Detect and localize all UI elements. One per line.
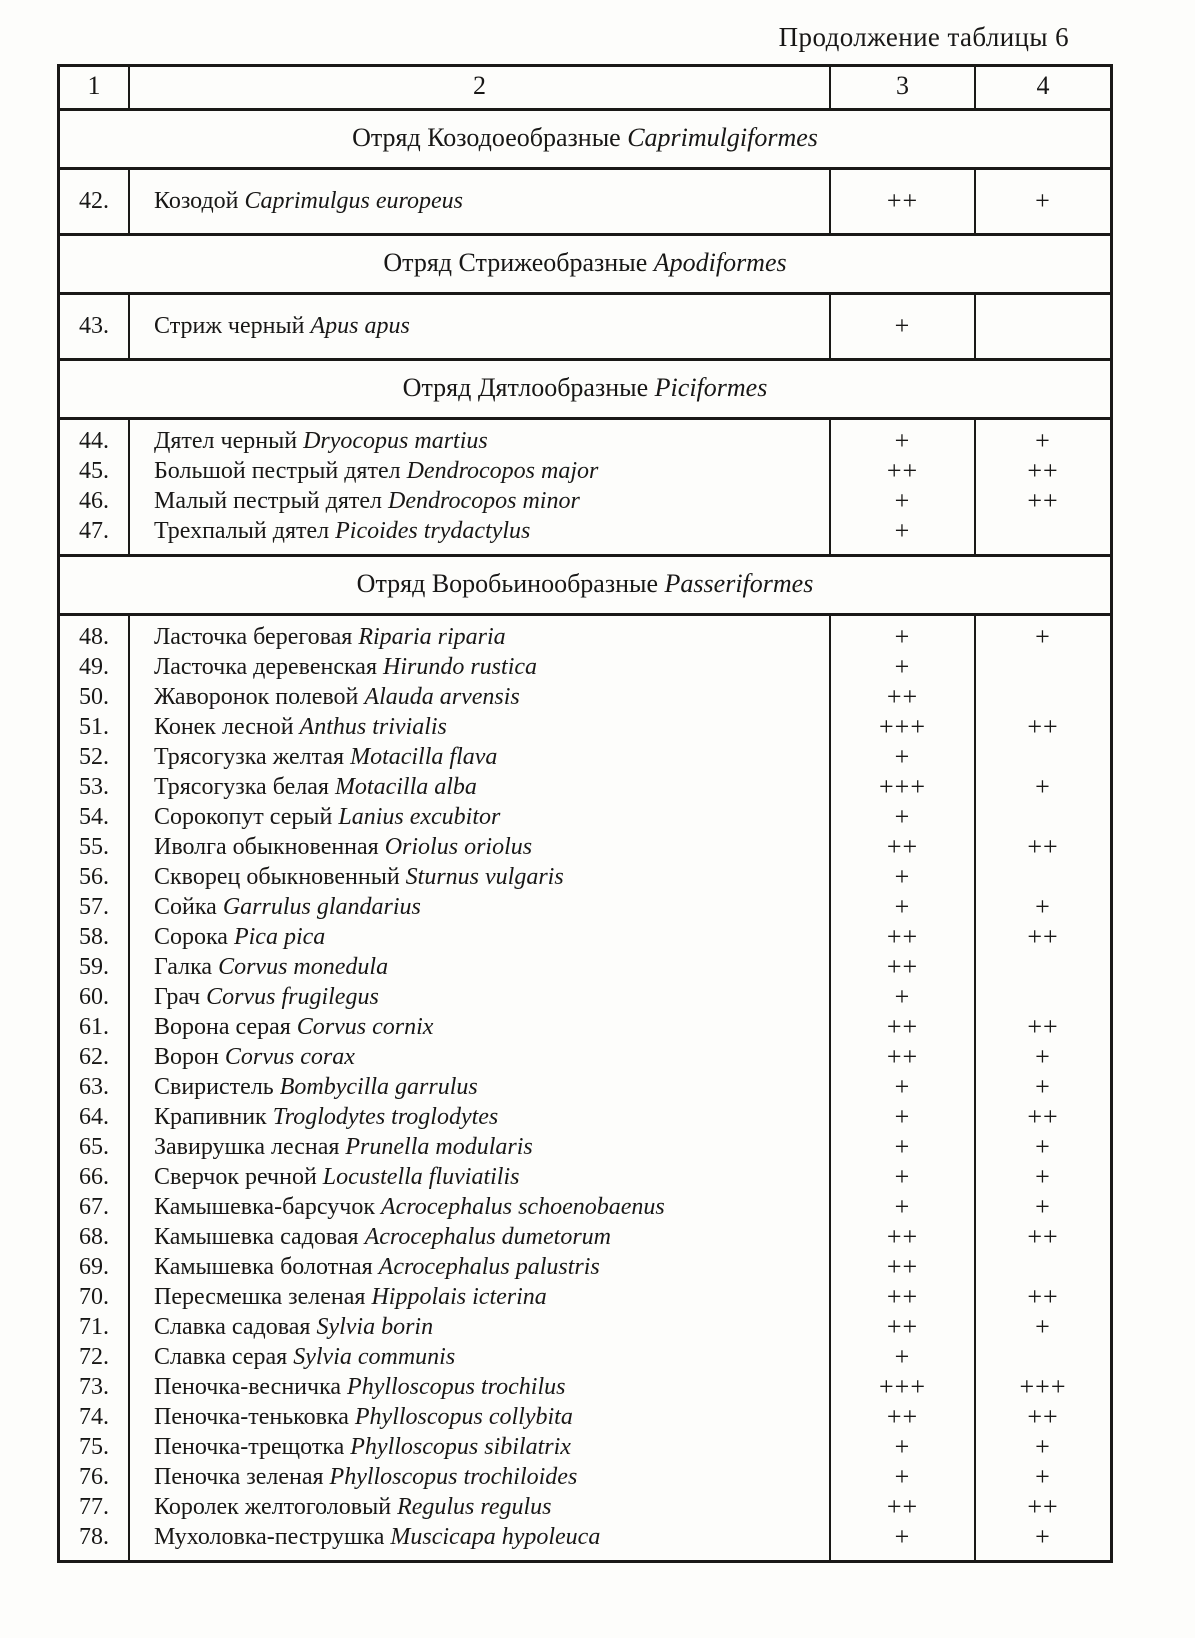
abundance-mark-col3: +	[894, 1432, 911, 1461]
species-name-latin: Corvus monedula	[218, 954, 389, 980]
species-name-ru: Козодой	[154, 188, 239, 214]
row-number: 70.	[79, 1284, 109, 1310]
abundance-mark-col4: ++	[1027, 1282, 1059, 1311]
abundance-column-3	[831, 616, 976, 1560]
species-name-latin: Dendrocopos major	[406, 458, 599, 484]
species-name	[130, 1432, 829, 1462]
species-name-ru: Стриж черный	[154, 313, 305, 339]
abundance-mark-col3: ++	[886, 1222, 919, 1251]
abundance-mark-col3: +++	[879, 1372, 926, 1401]
abundance-mark-col4: +	[1035, 1192, 1051, 1221]
abundance-mark-col3: +	[894, 1072, 911, 1101]
abundance-mark-col4	[976, 516, 1110, 546]
column-header-3: 3	[831, 67, 976, 108]
species-name-latin: Caprimulgus europeus	[244, 188, 463, 214]
abundance-mark-col3: +	[894, 1132, 911, 1161]
species-name-latin: Garrulus glandarius	[222, 894, 421, 920]
species-name-latin: Acrocephalus schoenobaenus	[381, 1194, 665, 1220]
abundance-mark-col4: +	[1035, 426, 1051, 455]
species-name-latin: Muscicapa hypoleuca	[390, 1524, 601, 1550]
species-name-ru: Пеночка-теньковка	[154, 1404, 349, 1430]
row-number: 62.	[79, 1044, 109, 1070]
column-header-row	[60, 67, 1110, 108]
abundance-mark-col4	[976, 311, 1110, 341]
species-name-ru: Сорокопут серый	[154, 804, 333, 830]
species-name-latin: Acrocephalus palustris	[378, 1254, 600, 1280]
abundance-mark-col4: ++	[1027, 712, 1059, 741]
species-name-ru: Королек желтоголовый	[154, 1494, 392, 1520]
species-name-latin: Lanius excubitor	[338, 804, 501, 830]
species-row-group	[60, 292, 1110, 358]
column-header-4: 4	[1036, 71, 1050, 100]
species-name-ru: Мухоловка-пеструшка	[154, 1524, 385, 1550]
abundance-mark-col3: +	[894, 622, 911, 651]
abundance-column-4	[976, 420, 1110, 554]
species-name	[130, 1282, 829, 1312]
row-number: 46.	[79, 488, 109, 514]
abundance-mark-col3: ++	[886, 1012, 919, 1041]
row-number: 52.	[79, 744, 109, 770]
abundance-mark-col3: +	[894, 1522, 911, 1551]
row-number-column	[60, 295, 130, 358]
abundance-mark-col4: ++	[1027, 1012, 1059, 1041]
row-number: 45.	[79, 458, 109, 484]
bird-species-table	[57, 64, 1113, 1563]
row-number: 58.	[79, 924, 109, 950]
species-name-ru: Конек лесной	[154, 714, 294, 740]
species-name-ru: Славка серая	[154, 1344, 288, 1370]
species-name-ru: Трясогузка белая	[154, 774, 329, 800]
species-name	[130, 892, 829, 922]
species-name-ru: Дятел черный	[154, 428, 298, 454]
row-number: 54.	[79, 804, 109, 830]
abundance-mark-col4: +	[1035, 1042, 1051, 1071]
abundance-mark-col4	[976, 742, 1110, 772]
abundance-mark-col3: +	[894, 311, 911, 340]
abundance-mark-col3: +	[894, 892, 911, 921]
species-name-ru: Большой пестрый дятел	[154, 458, 401, 484]
abundance-column-3	[831, 170, 976, 233]
table-body	[60, 108, 1110, 1560]
abundance-mark-col3: +	[894, 426, 911, 455]
species-name-latin: Phylloscopus collybita	[354, 1404, 573, 1430]
abundance-mark-col4	[976, 682, 1110, 712]
species-name	[130, 1312, 829, 1342]
species-name-latin: Anthus trivialis	[299, 714, 447, 740]
species-name	[130, 742, 829, 772]
species-name	[130, 426, 829, 456]
species-name-ru: Трехпалый дятел	[154, 518, 330, 544]
order-name-ru: Отряд Дятлообразные	[402, 373, 649, 402]
species-name-column	[130, 295, 831, 358]
row-number: 71.	[79, 1314, 109, 1340]
species-name	[130, 186, 829, 216]
species-name	[130, 1012, 829, 1042]
species-name-ru: Ласточка деревенская	[154, 654, 377, 680]
abundance-column-4	[976, 170, 1110, 233]
species-name-latin: Phylloscopus sibilatrix	[350, 1434, 571, 1460]
species-name-ru: Пеночка-весничка	[154, 1374, 342, 1400]
row-number: 67.	[79, 1194, 109, 1220]
abundance-mark-col4: +	[1035, 1522, 1051, 1551]
row-number: 43.	[79, 313, 109, 339]
species-name-ru: Ворон	[154, 1044, 219, 1070]
species-name-ru: Ворона серая	[154, 1014, 291, 1040]
species-name-latin: Corvus corax	[224, 1044, 355, 1070]
species-name-ru: Камышевка болотная	[154, 1254, 373, 1280]
species-name-column	[130, 616, 831, 1560]
row-number: 63.	[79, 1074, 109, 1100]
abundance-mark-col4	[976, 1252, 1110, 1282]
species-name-latin: Sturnus vulgaris	[405, 864, 564, 890]
species-name-latin: Hippolais icterina	[371, 1284, 547, 1310]
species-name-column	[130, 170, 831, 233]
abundance-mark-col4: +	[1035, 772, 1051, 801]
species-name-ru: Грач	[154, 984, 201, 1010]
species-name	[130, 652, 829, 682]
abundance-mark-col3: +	[894, 486, 911, 515]
species-name	[130, 1162, 829, 1192]
species-name-latin: Motacilla alba	[334, 774, 477, 800]
row-number-column	[60, 420, 130, 554]
species-name	[130, 1252, 829, 1282]
abundance-mark-col4	[976, 1342, 1110, 1372]
row-number: 51.	[79, 714, 109, 740]
row-number: 75.	[79, 1434, 109, 1460]
species-name	[130, 311, 829, 341]
row-number: 77.	[79, 1494, 109, 1520]
abundance-mark-col3: ++	[886, 1402, 919, 1431]
species-name	[130, 1492, 829, 1522]
row-number: 47.	[79, 518, 109, 544]
abundance-mark-col3: +	[894, 1192, 911, 1221]
row-number: 57.	[79, 894, 109, 920]
species-name	[130, 862, 829, 892]
species-name	[130, 486, 829, 516]
row-number: 50.	[79, 684, 109, 710]
abundance-mark-col3: +	[894, 802, 911, 831]
abundance-mark-col4: ++	[1027, 922, 1059, 951]
species-name-ru: Сверчок речной	[154, 1164, 317, 1190]
abundance-mark-col4: +	[1035, 1432, 1051, 1461]
species-name	[130, 1342, 829, 1372]
table-continuation-caption: Продолжение таблицы 6	[778, 22, 1069, 52]
species-name-ru: Галка	[154, 954, 213, 980]
abundance-mark-col4	[976, 982, 1110, 1012]
species-name-latin: Prunella modularis	[345, 1134, 533, 1160]
abundance-mark-col4: ++	[1027, 1492, 1059, 1521]
abundance-mark-col3: ++	[886, 1282, 919, 1311]
species-name-latin: Hirundo rustica	[383, 654, 538, 680]
species-name-latin: Riparia riparia	[358, 624, 506, 650]
species-name-ru: Пеночка-трещотка	[154, 1434, 345, 1460]
abundance-mark-col3: ++	[886, 186, 919, 215]
abundance-mark-col4: ++	[1027, 456, 1059, 485]
species-name-column	[130, 420, 831, 554]
abundance-mark-col4	[976, 952, 1110, 982]
species-name	[130, 1222, 829, 1252]
abundance-mark-col3: +	[894, 742, 911, 771]
row-number: 78.	[79, 1524, 109, 1550]
species-name	[130, 1072, 829, 1102]
abundance-mark-col4: ++	[1027, 486, 1059, 515]
abundance-mark-col3: +	[894, 1102, 911, 1131]
order-section-header	[60, 358, 1110, 417]
species-row-group	[60, 417, 1110, 554]
species-name-ru: Сорока	[154, 924, 228, 950]
order-name-latin: Passeriformes	[664, 569, 814, 598]
species-name-ru: Малый пестрый дятел	[154, 488, 383, 514]
species-name	[130, 1132, 829, 1162]
species-name	[130, 1192, 829, 1222]
species-name-ru: Ласточка береговая	[154, 624, 353, 650]
species-name-ru: Иволга обыкновенная	[154, 834, 379, 860]
order-name-ru: Отряд Воробьинообразные	[356, 569, 659, 598]
row-number: 64.	[79, 1104, 109, 1130]
species-name	[130, 802, 829, 832]
species-name-ru: Свиристель	[154, 1074, 274, 1100]
abundance-mark-col4: +	[1035, 1132, 1051, 1161]
species-name-latin: Corvus frugilegus	[206, 984, 379, 1010]
species-name-ru: Камышевка садовая	[154, 1224, 359, 1250]
abundance-mark-col3: +	[894, 982, 911, 1011]
species-name-ru: Завирушка лесная	[154, 1134, 340, 1160]
abundance-mark-col4: +	[1035, 1072, 1051, 1101]
species-name	[130, 1462, 829, 1492]
species-name-ru: Пеночка зеленая	[154, 1464, 324, 1490]
species-name-ru: Сойка	[154, 894, 217, 920]
species-name	[130, 1402, 829, 1432]
species-row-group	[60, 613, 1110, 1560]
abundance-mark-col3: +	[894, 1462, 911, 1491]
row-number: 74.	[79, 1404, 109, 1430]
abundance-mark-col3: +	[894, 1162, 911, 1191]
order-name-latin: Piciformes	[654, 373, 768, 402]
species-name-ru: Славка садовая	[154, 1314, 311, 1340]
species-name	[130, 832, 829, 862]
abundance-mark-col3: +++	[879, 772, 926, 801]
species-name-latin: Apus apus	[310, 313, 410, 339]
abundance-mark-col3: ++	[886, 922, 919, 951]
row-number: 42.	[79, 188, 109, 214]
species-name-latin: Locustella fluviatilis	[322, 1164, 520, 1190]
species-name-latin: Phylloscopus trochiloides	[329, 1464, 578, 1490]
abundance-mark-col4	[976, 862, 1110, 892]
abundance-mark-col4: +++	[1019, 1372, 1067, 1401]
order-section-header	[60, 108, 1110, 167]
species-name	[130, 622, 829, 652]
abundance-mark-col3: +	[894, 1342, 911, 1371]
species-name	[130, 1372, 829, 1402]
abundance-mark-col4: +	[1035, 186, 1051, 215]
species-name-latin: Motacilla flava	[350, 744, 498, 770]
species-name-ru: Трясогузка желтая	[154, 744, 345, 770]
species-name-latin: Bombycilla garrulus	[279, 1074, 478, 1100]
column-header-1: 1	[60, 67, 130, 108]
abundance-column-4	[976, 295, 1110, 358]
species-name-latin: Phylloscopus trochilus	[347, 1374, 566, 1400]
abundance-mark-col4	[976, 802, 1110, 832]
species-name-ru: Скворец обыкновенный	[154, 864, 400, 890]
abundance-mark-col3: ++	[886, 952, 919, 981]
row-number: 56.	[79, 864, 109, 890]
abundance-mark-col3: ++	[886, 1042, 919, 1071]
species-name-ru: Пересмешка зеленая	[154, 1284, 366, 1310]
species-name-latin: Sylvia borin	[316, 1314, 434, 1340]
abundance-mark-col4: +	[1035, 1162, 1051, 1191]
abundance-mark-col4: +	[1035, 622, 1051, 651]
species-name	[130, 982, 829, 1012]
abundance-mark-col4	[976, 652, 1110, 682]
species-name-latin: Pica pica	[233, 924, 326, 950]
species-name	[130, 516, 829, 546]
row-number-column	[60, 170, 130, 233]
species-name-latin: Picoides trydactylus	[335, 518, 531, 544]
species-name	[130, 456, 829, 486]
column-header-2: 2	[130, 67, 831, 108]
species-name	[130, 1522, 829, 1552]
species-name-ru: Крапивник	[154, 1104, 267, 1130]
row-number: 49.	[79, 654, 109, 680]
order-name-ru: Отряд Стрижеобразные	[383, 248, 648, 277]
species-name	[130, 712, 829, 742]
species-name-ru: Камышевка-барсучок	[154, 1194, 375, 1220]
species-name-latin: Sylvia communis	[293, 1344, 456, 1370]
order-name-ru: Отряд Козодоеобразные	[352, 123, 621, 152]
row-number: 73.	[79, 1374, 109, 1400]
species-name	[130, 682, 829, 712]
species-name-latin: Alauda arvensis	[364, 684, 520, 710]
abundance-column-3	[831, 420, 976, 554]
order-section-header	[60, 554, 1110, 613]
row-number: 61.	[79, 1014, 109, 1040]
row-number: 53.	[79, 774, 109, 800]
row-number: 59.	[79, 954, 109, 980]
species-name	[130, 1042, 829, 1072]
row-number: 68.	[79, 1224, 109, 1250]
abundance-mark-col3: ++	[886, 1492, 919, 1521]
species-name	[130, 1102, 829, 1132]
species-row-group	[60, 167, 1110, 233]
row-number: 44.	[79, 428, 109, 454]
row-number: 72.	[79, 1344, 109, 1370]
order-section-header	[60, 233, 1110, 292]
abundance-mark-col3: +++	[879, 712, 926, 741]
abundance-mark-col4: +	[1035, 892, 1051, 921]
row-number: 55.	[79, 834, 109, 860]
abundance-mark-col3: +	[894, 652, 911, 681]
species-name-ru: Жаворонок полевой	[154, 684, 359, 710]
species-name	[130, 922, 829, 952]
order-name-latin: Caprimulgiformes	[627, 123, 818, 152]
species-name	[130, 772, 829, 802]
abundance-mark-col4: +	[1035, 1462, 1051, 1491]
abundance-mark-col3: ++	[886, 832, 919, 861]
species-name-latin: Oriolus oriolus	[384, 834, 533, 860]
abundance-mark-col3: +	[894, 862, 911, 891]
abundance-mark-col4: ++	[1027, 1222, 1059, 1251]
abundance-mark-col3: ++	[886, 682, 919, 711]
species-name-latin: Regulus regulus	[397, 1494, 552, 1520]
row-number-column	[60, 616, 130, 1560]
species-name-latin: Dryocopus martius	[303, 428, 488, 454]
row-number: 66.	[79, 1164, 109, 1190]
abundance-mark-col4: ++	[1027, 1102, 1059, 1131]
row-number: 69.	[79, 1254, 109, 1280]
row-number: 60.	[79, 984, 109, 1010]
row-number: 48.	[79, 624, 109, 650]
abundance-column-3	[831, 295, 976, 358]
abundance-mark-col4: +	[1035, 1312, 1051, 1341]
species-name-latin: Dendrocopos minor	[388, 488, 580, 514]
row-number: 65.	[79, 1134, 109, 1160]
order-name-latin: Apodiformes	[653, 248, 787, 277]
abundance-mark-col3: +	[894, 516, 911, 545]
abundance-column-4	[976, 616, 1110, 1560]
species-name-latin: Corvus cornix	[296, 1014, 434, 1040]
species-name	[130, 952, 829, 982]
species-name-latin: Acrocephalus dumetorum	[364, 1224, 611, 1250]
abundance-mark-col3: ++	[886, 456, 919, 485]
row-number: 76.	[79, 1464, 109, 1490]
abundance-mark-col3: ++	[886, 1312, 919, 1341]
species-name-latin: Troglodytes troglodytes	[272, 1104, 499, 1130]
abundance-mark-col4: ++	[1027, 832, 1059, 861]
abundance-mark-col4: ++	[1027, 1402, 1059, 1431]
abundance-mark-col3: ++	[886, 1252, 919, 1281]
